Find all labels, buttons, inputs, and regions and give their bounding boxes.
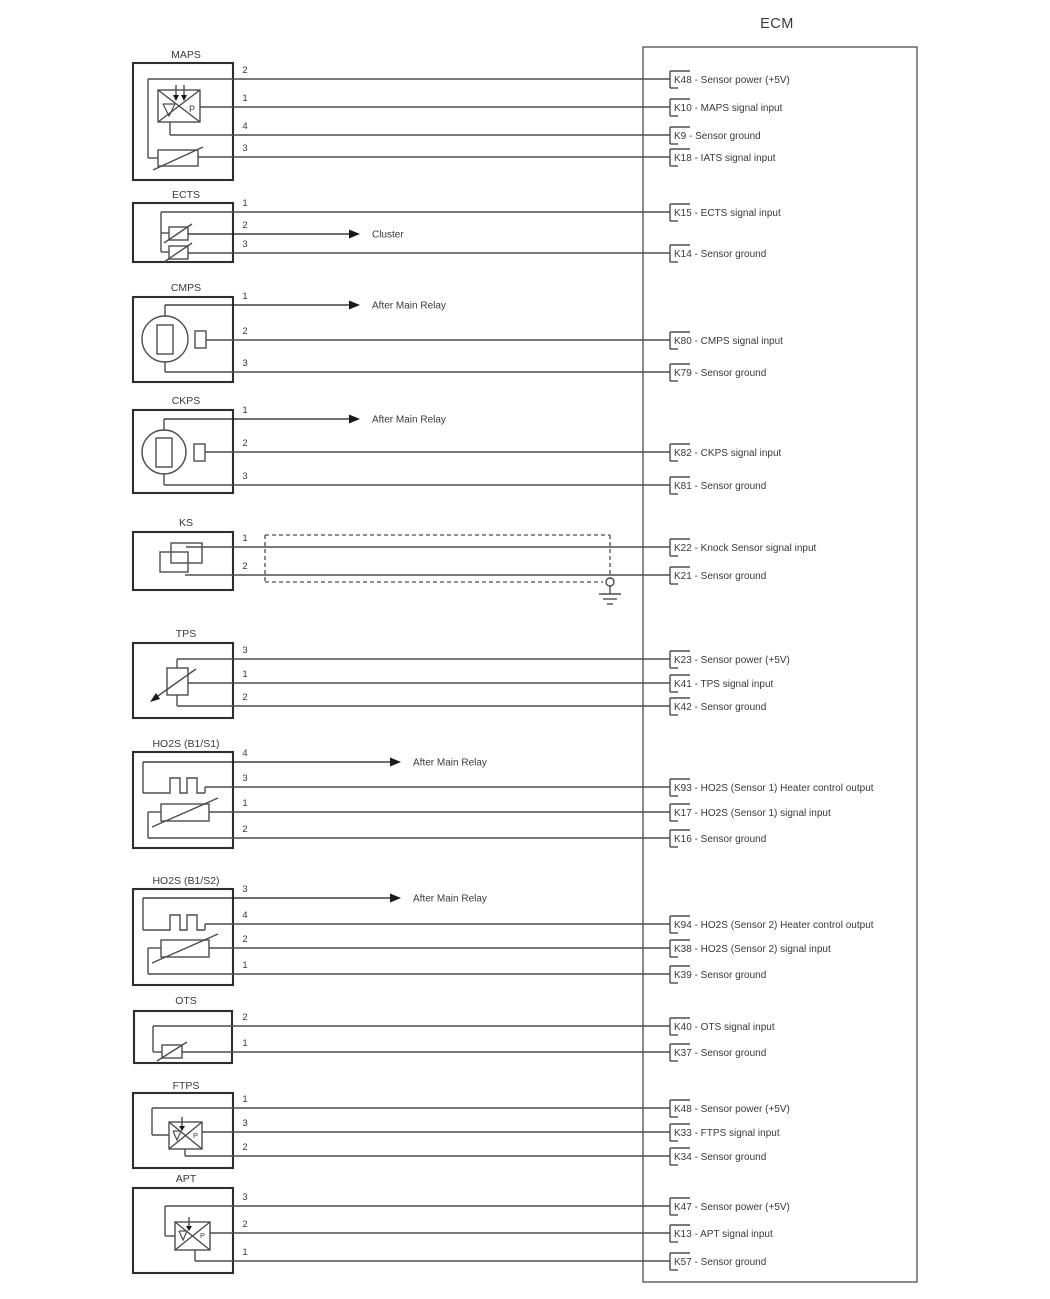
ects-symbol-icon	[161, 212, 192, 262]
symbol-arrowhead	[173, 95, 179, 101]
ecm-pin-label: K47 - Sensor power (+5V)	[674, 1202, 790, 1213]
ecm-pin-label: K22 - Knock Sensor signal input	[674, 543, 817, 554]
sensor-box-ks	[133, 532, 233, 590]
ho2s-b1-s1-symbol-icon	[143, 762, 218, 838]
symbol-rect	[160, 552, 188, 572]
arrow-label: After Main Relay	[372, 300, 446, 312]
ecm-pin-label: K48 - Sensor power (+5V)	[674, 1104, 790, 1115]
sensor-label-ho2s-b1-s1: HO2S (B1/S1)	[152, 738, 220, 750]
sensor-label-ckps: CKPS	[171, 395, 201, 407]
pin-number: 2	[242, 1219, 248, 1230]
symbol-circle	[142, 316, 188, 362]
sensor-group-ftps	[133, 1080, 790, 1168]
ecm-pin-label: K13 - APT signal input	[674, 1229, 773, 1240]
ecm-pin-label: K15 - ECTS signal input	[674, 208, 781, 219]
sensor-group-ho2s-b1-s2	[133, 875, 874, 985]
ecm-pin-label: K23 - Sensor power (+5V)	[674, 655, 790, 666]
ecm-pin-label: K33 - FTPS signal input	[674, 1128, 780, 1139]
pin-number: 3	[242, 143, 248, 154]
symbol-triangle	[173, 1131, 181, 1140]
sensor-group-cmps	[133, 282, 783, 382]
ftps-symbol-icon	[152, 1108, 202, 1156]
ecm-pin-label: K16 - Sensor ground	[674, 834, 767, 845]
ecm-pin-label: K42 - Sensor ground	[674, 702, 767, 713]
symbol-circle	[606, 578, 614, 586]
sensor-box-ots	[134, 1011, 232, 1063]
pin-number: 1	[242, 1094, 248, 1105]
sensor-label-ots: OTS	[175, 995, 197, 1007]
pin-number: 1	[242, 1247, 248, 1258]
ecm-pin-label: K41 - TPS signal input	[674, 679, 774, 690]
pin-number: 1	[242, 798, 248, 809]
ecm-pin-label: K17 - HO2S (Sensor 1) signal input	[674, 808, 831, 819]
ecm-pin-label: K39 - Sensor ground	[674, 970, 767, 981]
ecm-pin-label: K82 - CKPS signal input	[674, 448, 782, 459]
pin-number: 1	[242, 93, 248, 104]
sensor-group-maps	[133, 49, 790, 180]
pin-number: 1	[242, 960, 248, 971]
pin-number: 1	[242, 291, 248, 302]
pin-number: 1	[242, 1038, 248, 1049]
pin-number: 4	[242, 910, 248, 921]
pin-number: 2	[242, 438, 248, 449]
ecm-pin-label: K10 - MAPS signal input	[674, 103, 783, 114]
pin-number: 3	[242, 471, 248, 482]
arrow-label: Cluster	[372, 229, 404, 241]
ecm-pin-label: K94 - HO2S (Sensor 2) Heater control output	[674, 920, 874, 931]
pin-number: 3	[242, 239, 248, 250]
symbol-rect	[157, 325, 173, 354]
sensor-label-maps: MAPS	[171, 49, 201, 61]
sensor-group-ects	[133, 189, 781, 262]
arrow-head-icon	[349, 301, 360, 310]
sensor-group-ks	[133, 517, 817, 604]
sensor-group-ots	[134, 995, 775, 1063]
sensor-group-apt	[133, 1173, 790, 1273]
sensor-group-ckps	[133, 395, 782, 494]
ecm-pin-label: K40 - OTS signal input	[674, 1022, 775, 1033]
sensor-label-ftps: FTPS	[172, 1080, 200, 1092]
sensor-label-tps: TPS	[175, 628, 197, 640]
symbol-line	[152, 934, 218, 963]
ecm-pin-label: K38 - HO2S (Sensor 2) signal input	[674, 944, 831, 955]
arrow-head-icon	[349, 415, 360, 424]
pin-number: 2	[242, 65, 248, 76]
sensor-label-ects: ECTS	[171, 189, 201, 201]
arrow-head-icon	[349, 230, 360, 239]
pin-number: 1	[242, 198, 248, 209]
symbol-line	[152, 798, 218, 827]
pin-number: 3	[242, 645, 248, 656]
symbol-path	[143, 778, 205, 793]
pin-number: 1	[242, 405, 248, 416]
pin-number: 1	[242, 669, 248, 680]
pin-number: 3	[242, 884, 248, 895]
sensor-label-apt: APT	[175, 1173, 197, 1185]
arrow-head-icon	[390, 758, 401, 767]
symbol-triangle	[179, 1231, 187, 1240]
ecm-pin-label: K93 - HO2S (Sensor 1) Heater control output	[674, 783, 874, 794]
symbol-rect	[171, 543, 202, 563]
ecm-pin-label: K21 - Sensor ground	[674, 571, 767, 582]
ho2s-b1-s2-symbol-icon	[143, 898, 218, 974]
apt-symbol-icon	[165, 1206, 210, 1261]
pin-number: 2	[242, 561, 248, 572]
ecm-pin-label: K81 - Sensor ground	[674, 481, 767, 492]
ecm-pin-label: K80 - CMPS signal input	[674, 336, 783, 347]
symbol-arrowhead	[186, 1226, 192, 1231]
ecm-pin-label: K79 - Sensor ground	[674, 368, 767, 379]
ecm-pin-label: K34 - Sensor ground	[674, 1152, 767, 1163]
sensor-group-tps	[133, 628, 790, 718]
pin-number: 2	[242, 824, 248, 835]
pin-number: 2	[242, 1142, 248, 1153]
ecm-pin-label: K57 - Sensor ground	[674, 1257, 767, 1268]
ots-symbol-icon	[153, 1026, 187, 1061]
symbol-path	[143, 915, 205, 930]
sensor-group-ho2s-b1-s1	[133, 738, 874, 848]
symbol-rect	[156, 438, 172, 467]
pin-number: 1	[242, 533, 248, 544]
sensor-label-cmps: CMPS	[170, 282, 202, 294]
ks-symbol-icon	[160, 535, 621, 604]
sensor-label-ho2s-b1-s2: HO2S (B1/S2)	[152, 875, 220, 887]
pin-number: 2	[242, 326, 248, 337]
arrow-label: After Main Relay	[413, 893, 487, 905]
symbol-rect	[195, 331, 206, 348]
pin-number: 3	[242, 1118, 248, 1129]
ecm-pin-label: K9 - Sensor ground	[674, 131, 761, 142]
symbol-arrowhead	[150, 693, 160, 702]
arrow-label: After Main Relay	[372, 414, 446, 426]
pin-number: 2	[242, 220, 248, 231]
ecm-title: ECM	[760, 16, 794, 32]
pin-number: 3	[242, 358, 248, 369]
ecm-pin-label: K37 - Sensor ground	[674, 1048, 767, 1059]
arrow-label: After Main Relay	[413, 757, 487, 769]
pin-number: 2	[242, 934, 248, 945]
symbol-letter: P	[193, 1131, 199, 1140]
arrow-head-icon	[390, 894, 401, 903]
ckps-symbol-icon	[142, 419, 205, 485]
pin-number: 2	[242, 692, 248, 703]
ecm-pin-label: K18 - IATS signal input	[674, 153, 776, 164]
pin-number: 3	[242, 773, 248, 784]
ecm-pin-label: K14 - Sensor ground	[674, 249, 767, 260]
pin-number: 4	[242, 121, 248, 132]
pin-number: 4	[242, 748, 248, 759]
symbol-letter: P	[200, 1231, 206, 1240]
pin-number: 3	[242, 1192, 248, 1203]
symbol-letter: P	[189, 104, 196, 114]
pin-number: 2	[242, 1012, 248, 1023]
symbol-rect	[194, 444, 205, 461]
sensor-label-ks: KS	[178, 517, 194, 529]
ecm-pin-label: K48 - Sensor power (+5V)	[674, 75, 790, 86]
cmps-symbol-icon	[142, 305, 206, 372]
maps-symbol-icon	[148, 79, 203, 170]
